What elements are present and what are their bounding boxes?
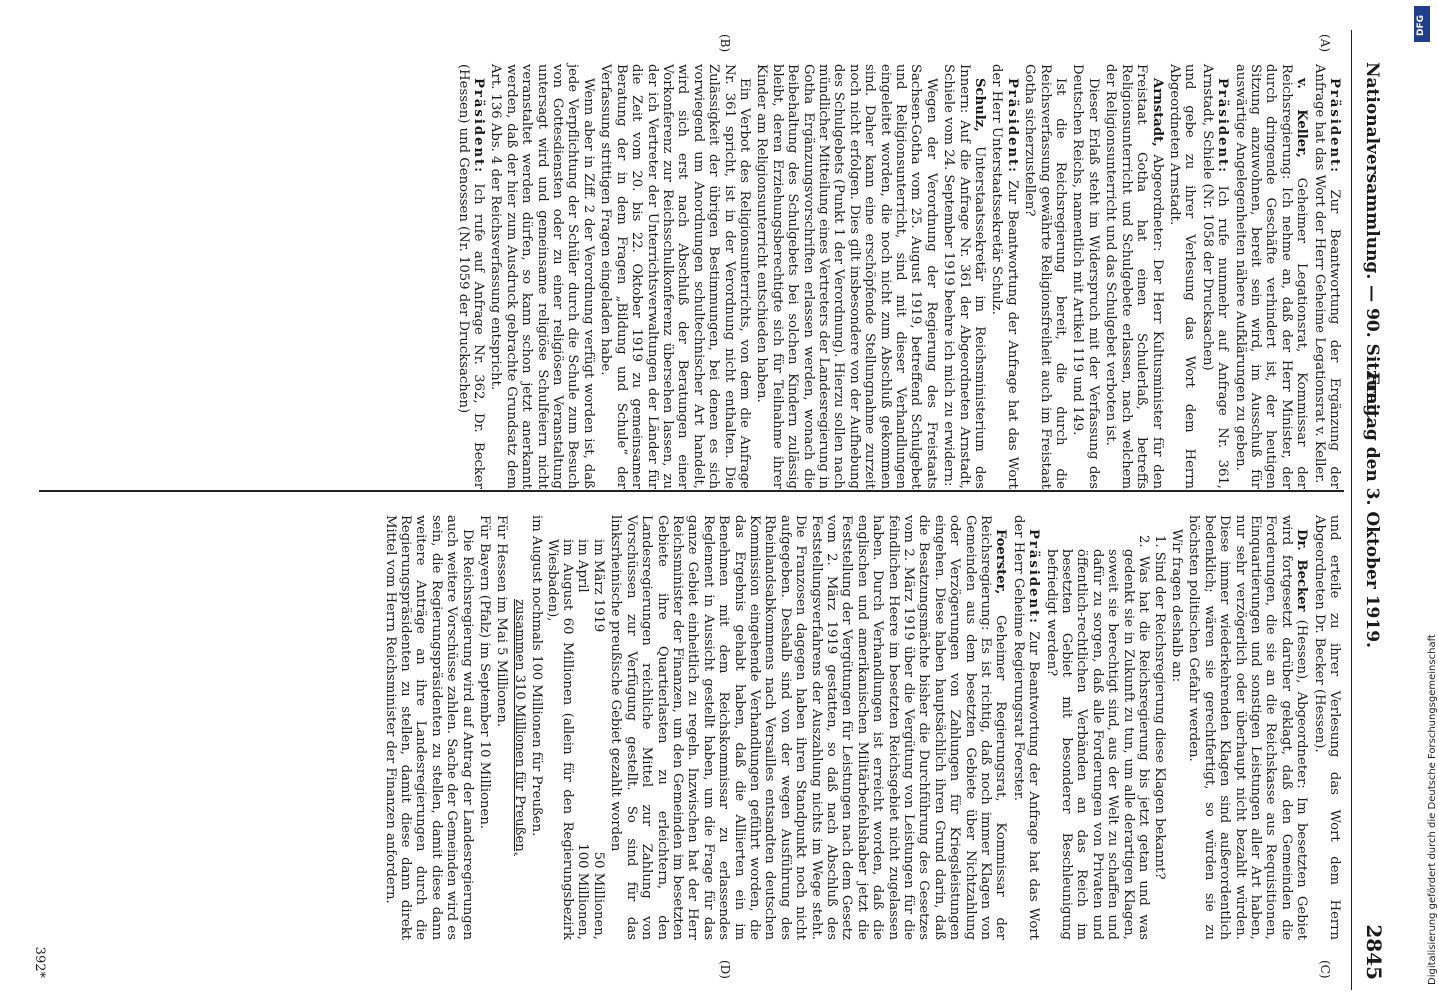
list-item bbox=[591, 539, 606, 940]
paragraph bbox=[608, 515, 1009, 940]
paragraph: Wir fragen deshalb an: bbox=[1168, 529, 1184, 683]
speaker-name: Dr. Becker bbox=[1294, 529, 1310, 612]
column-divider bbox=[39, 490, 1344, 492]
paragraph: Die Reichsregierung wird auf Antrag der Landesregierungen auch weitere Vorschüsse zahlen. Sache der Gemeinden wird es sein, die Regierungspräsidenten zu stellen, damit diese dann weitere Anträge an ihre Landesregierungen durch die Regierungspräsidenten zu stellen, damit diese dann direkt Mittel vom Herrn Reichsminister der Finanzen anfordern. bbox=[382, 515, 475, 940]
page-header bbox=[1351, 30, 1392, 990]
paragraph: Wegen der Verordnung der Regierung des Freistaats Sachsen-Gotha vom 25. August 1919, betreffend Schulgebet und Religionsunterricht, sind mit dieser Verhandlungen eingeleitet worden, die noch nicht zum Abschluß gekommen sind. Daher kann eine erschöpfende Stellungnahme zurzeit noch nicht erfolgen. Dies gilt insbesondere von der Aufhebung des Schulgebets (Punkt 1 der Verordnung). Hierzu sollen nach mündlicher Mitteilung eines Vertreters der Landesregierung in Gotha Ergänzungsvorschriften erlassen werden, wonach die Beibehaltung des Schulgebets bei solchen Kindern zulässig bleibt, deren Erziehungsberechtigte sich für Teilnahme ihrer Kinder am Religionsunterricht entschieden haben. bbox=[754, 64, 939, 489]
paragraph bbox=[1010, 515, 1041, 940]
paragraph-text: Abgeordneter: Der Herr Kultusminister für den Freistaat Gotha hat einen Schulerlaß, betreffs Religionsunterricht und Schulgebete erlassen, nach welchem der Religionsunterricht und das Schulgebet verboten ist. bbox=[1103, 64, 1165, 489]
paragraph: zusammen 310 Millionen für Preußen, bbox=[511, 599, 527, 856]
payment-value: 100 Millionen, bbox=[575, 843, 591, 940]
speaker-name: Arnstadt, bbox=[1149, 78, 1165, 147]
paragraph: Für Bayern (Pfalz) im September 10 Millionen. bbox=[477, 515, 493, 830]
dfg-logo bbox=[1414, 6, 1430, 42]
payment-value: 50 Millionen, bbox=[590, 851, 606, 940]
paragraph-text: Zur Beantwortung der Anfrage hat das Wort der Herr Unterstaatssekretär Schulz. bbox=[989, 64, 1020, 489]
paragraph-text: Zur Beantwortung der Anfrage hat das Wort der Herr Geheime Regierungsrat Foerster. bbox=[1010, 515, 1042, 940]
digitization-notice: Digitalisierung gefördert durch die Deutsche Forschungsgemeinschaft bbox=[1427, 634, 1438, 985]
paragraph-text: (Hessen), Abgeordneter: Im besetzten Gebiet wird fortgesetzt darüber geklagt, daß den Gemeinden die Forderungen, die sie an die Reichskasse aus Requisitionen, Einquartierungen und sonstigen Leistungen aller Art haben, nur sehr verzögerlich oder überhaupt nicht bezahlt würden. Diese immer wiederkehrenden Klagen sind außerordentlich bedenklich; wären sie gerechtfertigt, so würden sie zu höchsten politischen Gefahr werden. bbox=[1186, 515, 1310, 940]
payment-label: im August bbox=[560, 539, 576, 611]
list-item: 2. Was hat die Reichsregierung bis jetzt getan und was gedenkt sie in Zukunft zu tun, um alle derartigen Klagen, soweit sie berechtigt sind, aus der Welt zu schaffen und dafür zu sorgen, daß alle Forderungen von Privaten und öffentlich-rechtlichen Verbänden an das Reich im besetzten Gebiet mit besonderer Beschleunigung befriedigt werden? bbox=[1043, 535, 1152, 940]
paragraph: und erteile zu ihrer Verlesung das Wort dem Herrn Abgeordneten Dr. Becker (Hessen). bbox=[1311, 515, 1342, 940]
page-number: 2845 bbox=[1362, 924, 1386, 980]
paragraph bbox=[989, 64, 1020, 489]
speaker-name: Foerster, bbox=[993, 529, 1009, 595]
right-column bbox=[380, 515, 1342, 940]
paragraph-text: Geheimer Regierungsrat, Kommissar der Reichsregierung: Es ist richtig, daß noch immer Klagen von Gemeinden aus dem besetzten Gebiete über Nichtzahlung oder Verzögerungen von Zahlungen für Kriegsleistungen eingehen. Diese haben hauptsächlich ihren Grund darin, daß die Besatzungsmächte bisher die Durchführung des Gesetzes vom 2. März 1919 über die Vergütung von Leistungen für die feindlichen Heere im besetzten Reichsgebiet nicht zugelassen haben. Durch Verhandlungen ist erreicht worden, daß die englischen und amerikanischen Militärbefehlshaber jetzt die Feststellung der Vergütungen für Leistungen nach dem Gesetz vom 2. März 1919 gestatten, so daß nach Abschluß des Feststellungsverfahrens der Auszahlung nichts im Wege steht. Die Franzosen dagegen haben ihren Standpunkt noch nicht aufgegeben. Deshalb sind von der wegen Ausführung des Rheinlandsabkommens nach Versailles entsandten deutschen Kommission eingehende Verhandlungen geführt worden, die das Ergebnis gehabt haben, daß die Alliierten ein im Benehmen mit dem Reichskommissar zu erlassendes Reglement in Aussicht gestellt haben, um die Frage für das ganze Gebiet einheitlich zu regeln. Inzwischen hat der Herr Reichsminister der Finanzen, um den Gemeinden im besetzten Gebiete ihre Quartierlasten zu erleichtern, den Landesregierungen reichliche Mittel zur Zahlung von Vorschüssen zur Verfügung gestellt. So sind für das linksrheinische preußische Gebiet gezahlt worden bbox=[608, 515, 1009, 940]
document-page bbox=[12, 30, 1392, 990]
paragraph bbox=[1232, 64, 1309, 489]
header-date: Freitag den 3. Oktober 1919. bbox=[1362, 372, 1382, 648]
footer-mark: 392* bbox=[32, 946, 47, 978]
dfg-logo-text: DFG bbox=[1416, 14, 1426, 36]
paragraph bbox=[1311, 64, 1342, 489]
margin-marker-c: (C) bbox=[1318, 960, 1332, 979]
paragraph: und gebe zu ihrer Verlesung das Wort dem Herrn Abgeordneten Arnstadt. bbox=[1166, 64, 1198, 489]
speaker-name: Präsident: bbox=[1215, 78, 1231, 175]
paragraph: Wenn aber in Ziff. 2 der Verordnung verfügt worden ist, daß jede Verpflichtung der Schüler durch die Schule zum Besuch von Gottesdiensten oder zu einer religiösen Veranstaltung untersagt wird und gemeinsame religiöse Schulfeiern nicht veranstaltet werden dürfen, so kann schon jetzt anerkannt werden, daß der hier zum Ausdruck gebrachte Grundsatz dem Art. 136 Abs. 4 der Reichsverfassung entspricht. bbox=[488, 64, 596, 489]
margin-marker-b: (B) bbox=[718, 34, 732, 53]
speaker-name: Präsident: bbox=[471, 78, 487, 175]
question-list bbox=[1043, 535, 1166, 940]
payment-label: im März 1919 bbox=[590, 539, 606, 633]
paragraph-text: Zur Beantwortung der Ergänzung der Anfrage hat das Wort der Herr Geheime Legationsrat v. Keller. bbox=[1311, 64, 1342, 489]
paragraph bbox=[1103, 64, 1165, 489]
paragraph: Ist die Reichsregierung bereit, die durch die Reichsverfassung gewährte Religionsfreiheit auch im Freistaat Gotha sicherzustellen? bbox=[1022, 64, 1069, 489]
payment-list bbox=[544, 539, 606, 940]
paragraph bbox=[1186, 515, 1309, 940]
paragraph bbox=[1199, 64, 1230, 489]
paragraph-text: Unterstaatssekretär im Reichsministerium des Innern: Auf die Anfrage Nr. 361 der Abgeordneten Arnstadt, Schiele vom 24. September 1919 beehre ich mich zu erwidern: bbox=[941, 64, 988, 489]
left-column bbox=[453, 64, 1342, 489]
paragraph-text: Ich rufe auf Anfrage Nr. 362, Dr. Becker (Hessen) und Genossen (Nr. 1059 der Drucksachen) bbox=[455, 64, 487, 489]
speaker-name: v. Keller, bbox=[1294, 78, 1310, 158]
margin-marker-d: (D) bbox=[718, 960, 732, 979]
paragraph bbox=[941, 64, 987, 489]
list-item: 1. Sind der Reichsregierung diese Klagen bekannt? bbox=[1151, 535, 1167, 880]
paragraph bbox=[455, 64, 486, 489]
payment-value: 60 Millionen (allein für den Regierungsbezirk Wiesbaden), bbox=[544, 539, 576, 941]
paragraph-text: Ich rufe nunmehr auf Anfrage Nr. 361, Arnstadt, Schiele (Nr. 1058 der Drucksachen) bbox=[1199, 64, 1231, 489]
paragraph: im August nochmals 100 Millionen für Preußen. bbox=[529, 515, 545, 837]
list-item bbox=[544, 539, 575, 940]
header-assembly: Nationalversammlung. — 90. Sitzung. bbox=[1362, 62, 1382, 423]
payment-label: im April bbox=[575, 539, 591, 593]
paragraph: Ein Verbot des Religionsunterrichts, von dem die Anfrage Nr. 361 spricht, ist in der Verordnung nicht enthalten. Die Zulässigkeit der übrigen Bestimmungen, bei denen es sich vorwiegend um Anordnungen schultechnischer Art handelt, wird sich erst nach Abschluß der Beratungen einer Vorkonferenz zur Reichsschulkonferenz übersehen lassen, zu der ich Vertreter der Unterrichtsverwaltungen der Länder für die Zeit vom 20. bis 22. Oktober 1919 zu gemeinsamer Beratung der in dem Fragen „Bildung und Schule“ der Verfassung strittigen Fragen eingeladen habe. bbox=[598, 64, 752, 489]
speaker-name: Schulz, bbox=[972, 78, 988, 132]
paragraph: Für Hessen im Mai 5 Millionen. bbox=[494, 515, 510, 728]
paragraph: Dieser Erlaß steht im Widerspruch mit der Verfassung des Deutschen Reichs, namentlich mit Artikel 119 und 149. bbox=[1070, 64, 1101, 489]
paragraph-text: Geheimer Legationsrat, Kommissar der Reichsregierung: Ich nehme an, daß der Herr Minister, der durch dringende Geschäfte verhindert ist, der heutigen Sitzung anzuwohnen, bereit sein wird, im Ausschuß für auswärtige Angelegenheiten nähere Aufklärungen zu geben. bbox=[1232, 64, 1310, 489]
speaker-name: Präsident: bbox=[1004, 78, 1020, 175]
list-item bbox=[575, 539, 590, 940]
margin-marker-a: (A) bbox=[1318, 34, 1332, 53]
speaker-name: Präsident: bbox=[1026, 529, 1042, 626]
speaker-name: Präsident: bbox=[1327, 78, 1342, 175]
